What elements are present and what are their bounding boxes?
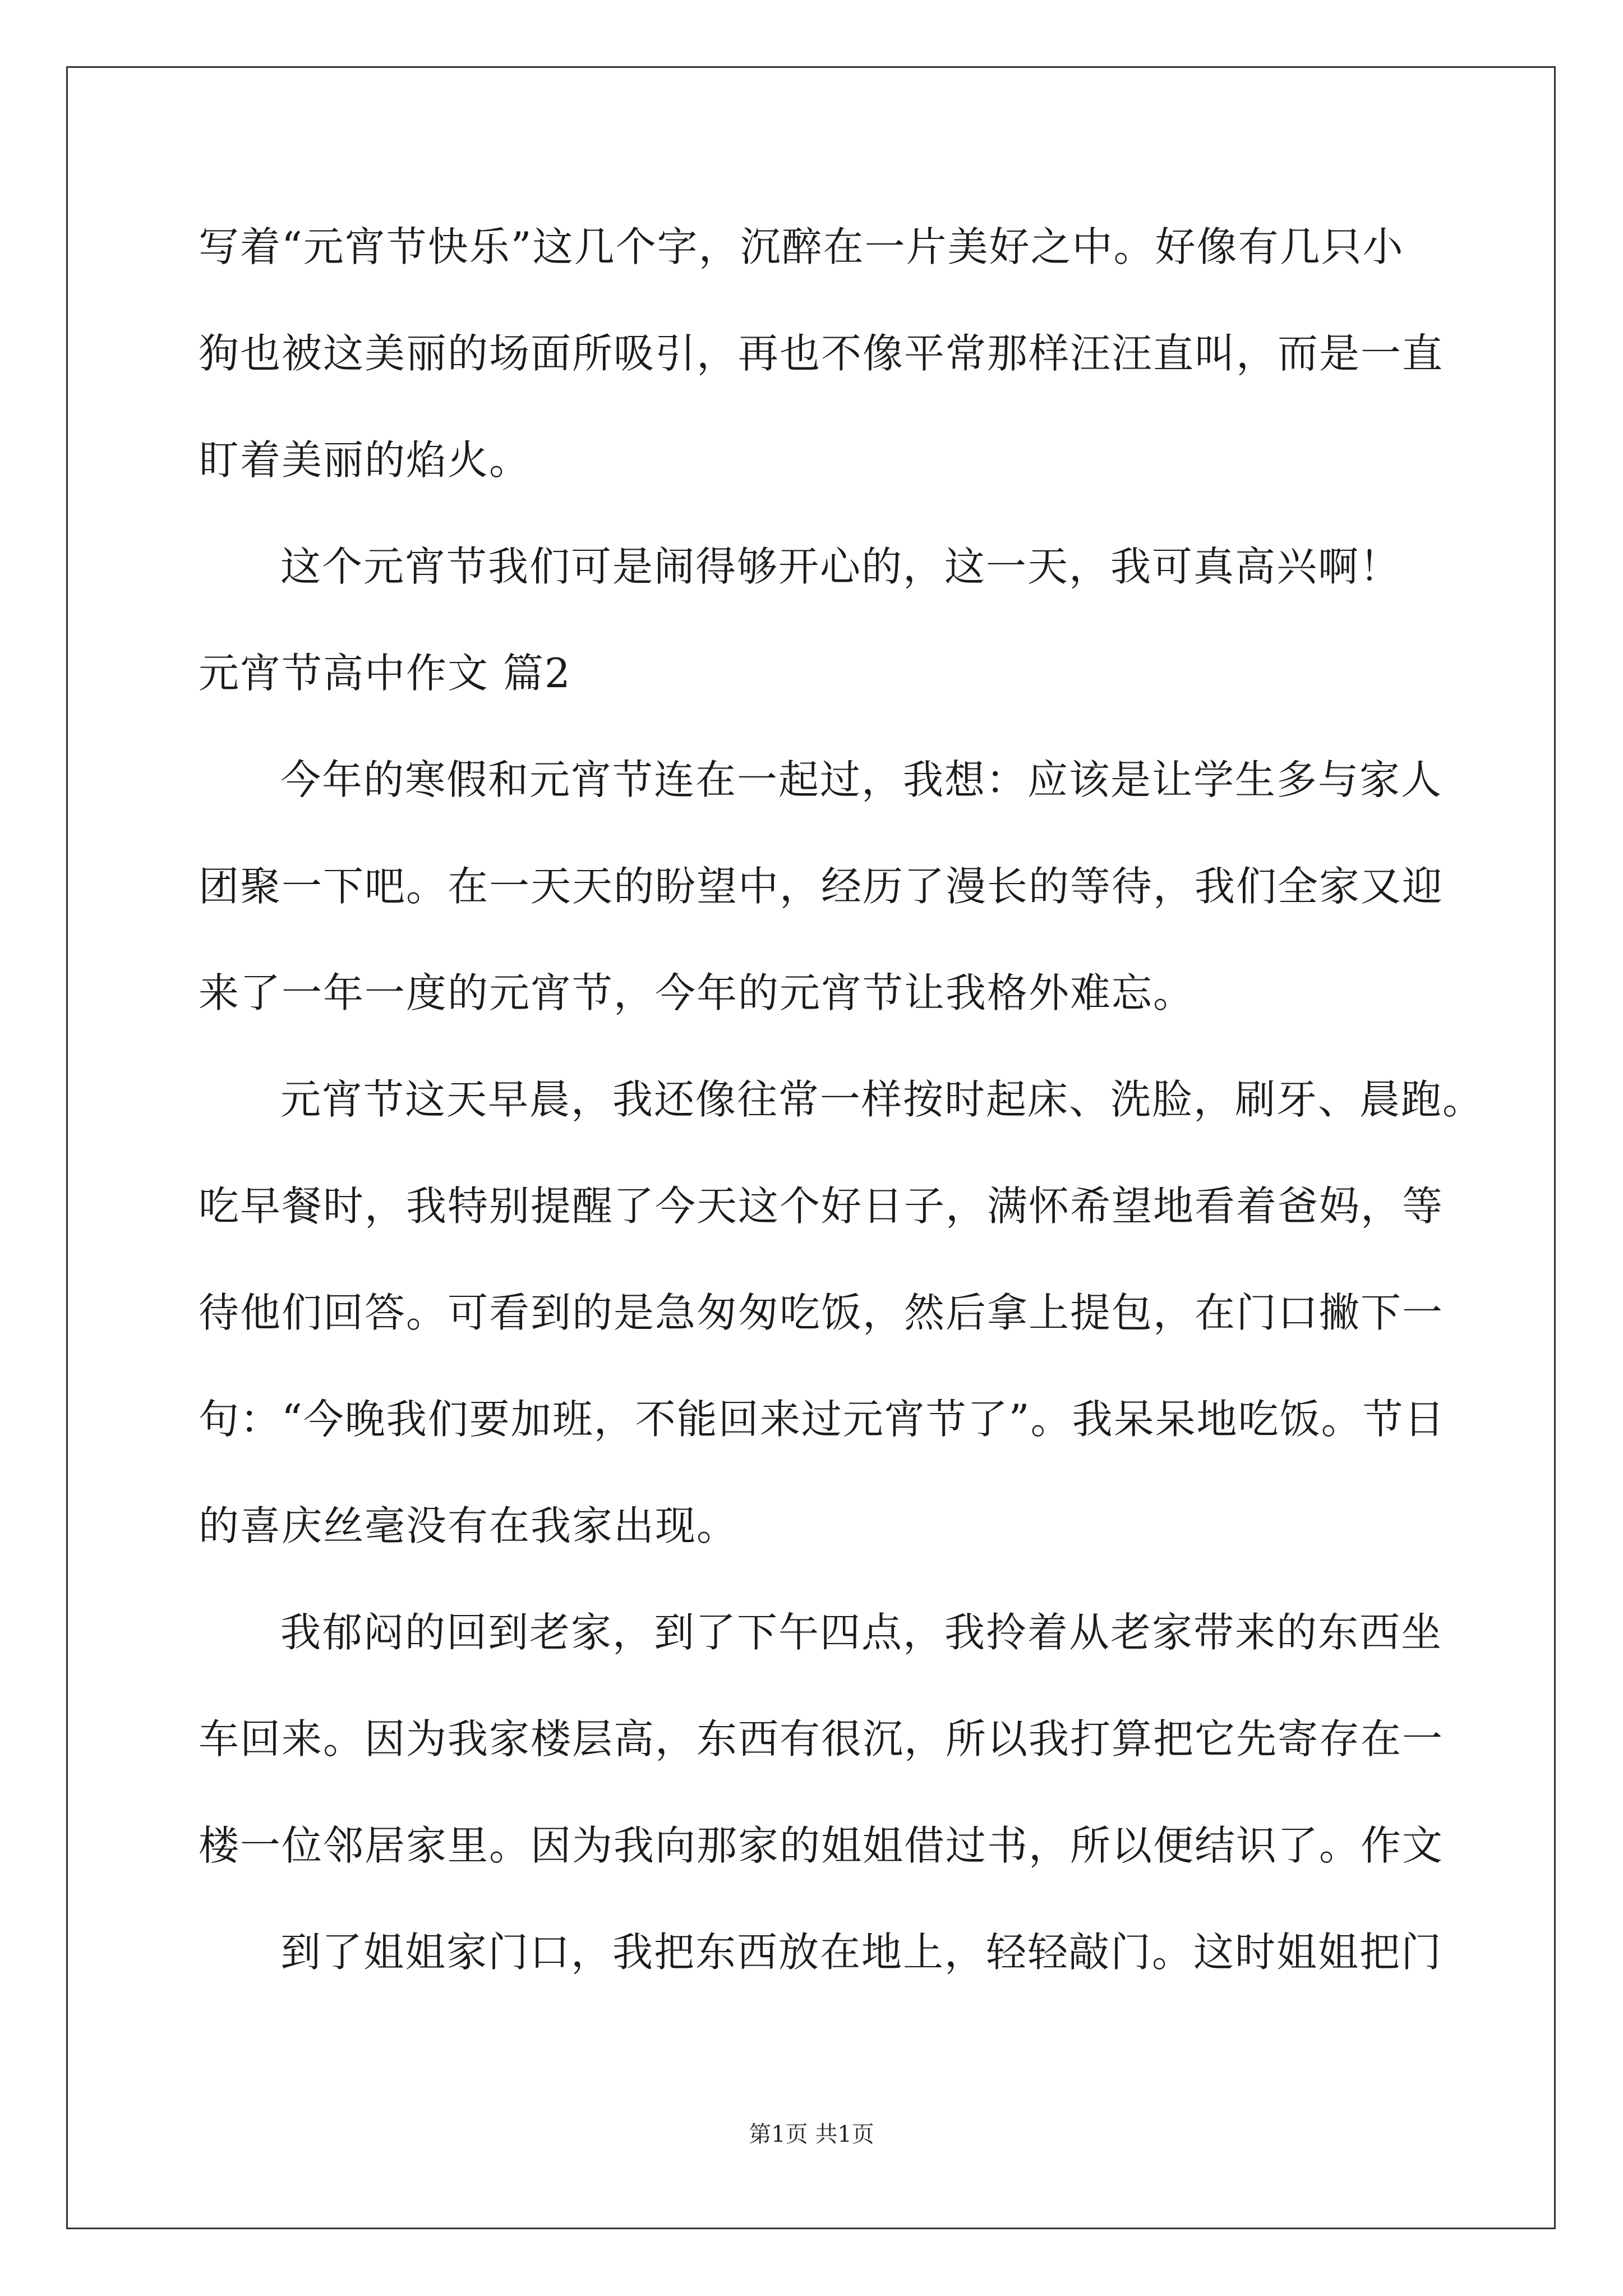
text-line: 团聚一下吧。在一天天的盼望中，经历了漫长的等待，我们全家又迎 [199, 863, 1444, 910]
text-line: 到了姐姐家门口，我把东西放在地上，轻轻敲门。这时姐姐把门 [280, 1929, 1443, 1976]
section-heading: 元宵节高中作文 篇2 [199, 650, 571, 697]
text-line: 元宵节这天早晨，我还像往常一样按时起床、洗脸，刷牙、晨跑。 [280, 1076, 1484, 1123]
text-line: 吃早餐时，我特别提醒了今天这个好日子，满怀希望地看着爸妈，等 [199, 1182, 1444, 1230]
text-line: 车回来。因为我家楼层高，东西有很沉，所以我打算把它先寄存在一 [199, 1715, 1444, 1763]
text-line: 我郁闷的回到老家，到了下午四点，我拎着从老家带来的东西坐 [280, 1609, 1443, 1656]
text-line: 狗也被这美丽的场面所吸引，再也不像平常那样汪汪直叫，而是一直 [199, 330, 1444, 377]
page-frame [66, 66, 1556, 2229]
text-line: 这个元宵节我们可是闹得够开心的，这一天，我可真高兴啊！ [280, 543, 1401, 590]
text-line: 待他们回答。可看到的是急匆匆吃饭，然后拿上提包，在门口撇下一 [199, 1289, 1444, 1336]
text-line: 的喜庆丝毫没有在我家出现。 [199, 1502, 739, 1549]
text-line: 楼一位邻居家里。因为我向那家的姐姐借过书，所以便结识了。作文 [199, 1822, 1444, 1869]
text-line: 今年的寒假和元宵节连在一起过，我想：应该是让学生多与家人 [280, 756, 1443, 803]
text-line: 盯着美丽的焰火。 [199, 436, 531, 484]
text-line: 写着“元宵节快乐”这几个字，沉醉在一片美好之中。好像有几只小 [199, 223, 1404, 270]
text-line: 来了一年一度的元宵节，今年的元宵节让我格外难忘。 [199, 969, 1195, 1016]
page-number-footer: 第1页 共1页 [749, 2122, 874, 2147]
text-line: 句：“今晚我们要加班，不能回来过元宵节了”。我呆呆地吃饭。节日 [199, 1396, 1446, 1443]
